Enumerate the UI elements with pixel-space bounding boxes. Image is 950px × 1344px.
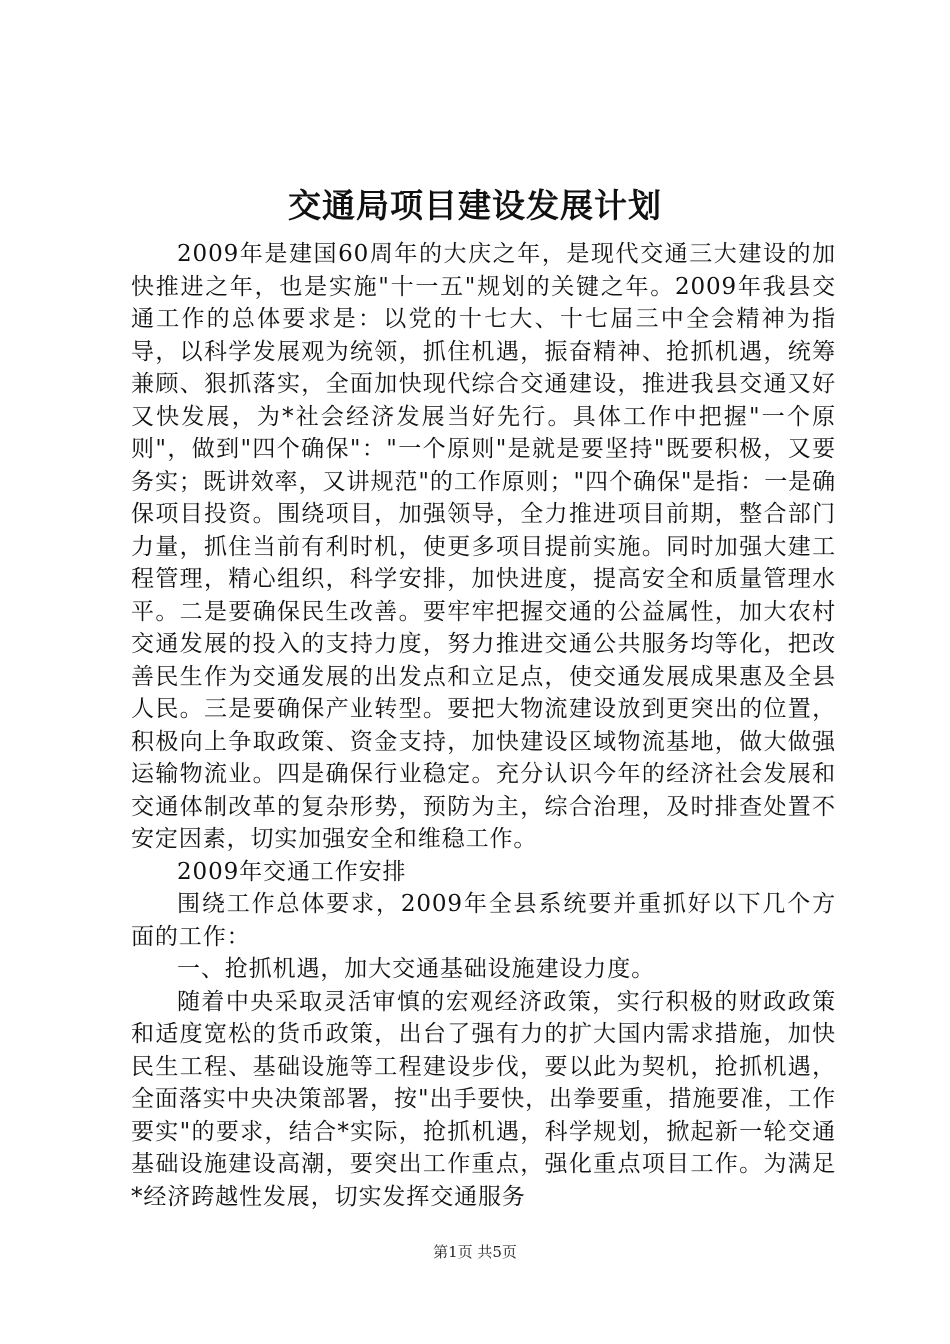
- section-heading-seize-opportunity: 一、抢抓机遇，加大交通基础设施建设力度。: [177, 956, 655, 982]
- document-body: [131, 238, 836, 1213]
- paragraph-infrastructure: 随着中央采取灵活审慎的宏观经济政策，实行积极的财政政策和适度宽松的货币政策，出台了强有力的扩大国内需求措施，加快民生工程、基础设施等工程建设步伐，要以此为契机，抢抓机遇，全面落实中央决策部署，按"出手要快，出拳要重，措施要准，工作要实"的要求，结合*实际，抢抓机遇，科学规划，掀起新一轮交通基础设施建设高潮，要突出工作重点，强化重点项目工作。为满足*经济跨越性发展，切实发挥交通服务: [131, 988, 836, 1210]
- page-number-footer: 第1页 共5页: [433, 1243, 517, 1261]
- paragraph-overall-requirements: 2009年是建国60周年的大庆之年，是现代交通三大建设的加快推进之年，也是实施"十一五"规划的关键之年。2009年我县交通工作的总体要求是：以党的十七大、十七届三中全会精神为指导，以科学发展观为统领，抓住机遇，振奋精神、抢抓机遇，统筹兼顾、狠抓落实，全面加快现代综合交通建设，推进我县交通又好又快发展，为*社会经济发展当好先行。具体工作中把握"一个原则"，做到"四个确保"："一个原则"是就是要坚持"既要积极，又要务实；既讲效率，又讲规范"的工作原则；"四个确保"是指：一是确保项目投资。围绕项目，加强领导，全力推进项目前期，整合部门力量，抓住当前有利时机，使更多项目提前实施。同时加强大建工程管理，精心组织，科学安排，加快进度，提高安全和质量管理水平。二是要确保民生改善。要牢牢把握交通的公益属性，加大农村交通发展的投入的支持力度，努力推进交通公共服务均等化，把改善民生作为交通发展的出发点和立足点，使交通发展成果惠及全县人民。三是要确保产业转型。要把大物流建设放到更突出的位置，积极向上争取政策、资金支持，加快建设区域物流基地，做大做强运输物流业。四是确保行业稳定。充分认识今年的经济社会发展和交通体制改革的复杂形势，预防为主，综合治理，及时排查处置不安定因素，切实加强安全和维稳工作。: [131, 241, 836, 852]
- section-heading-2009-arrangements: 2009年交通工作安排: [177, 858, 407, 885]
- paragraph-work-aspects: 围绕工作总体要求，2009年全县系统要并重抓好以下几个方面的工作：: [131, 891, 836, 950]
- page-title: 交通局项目建设发展计划: [288, 186, 662, 225]
